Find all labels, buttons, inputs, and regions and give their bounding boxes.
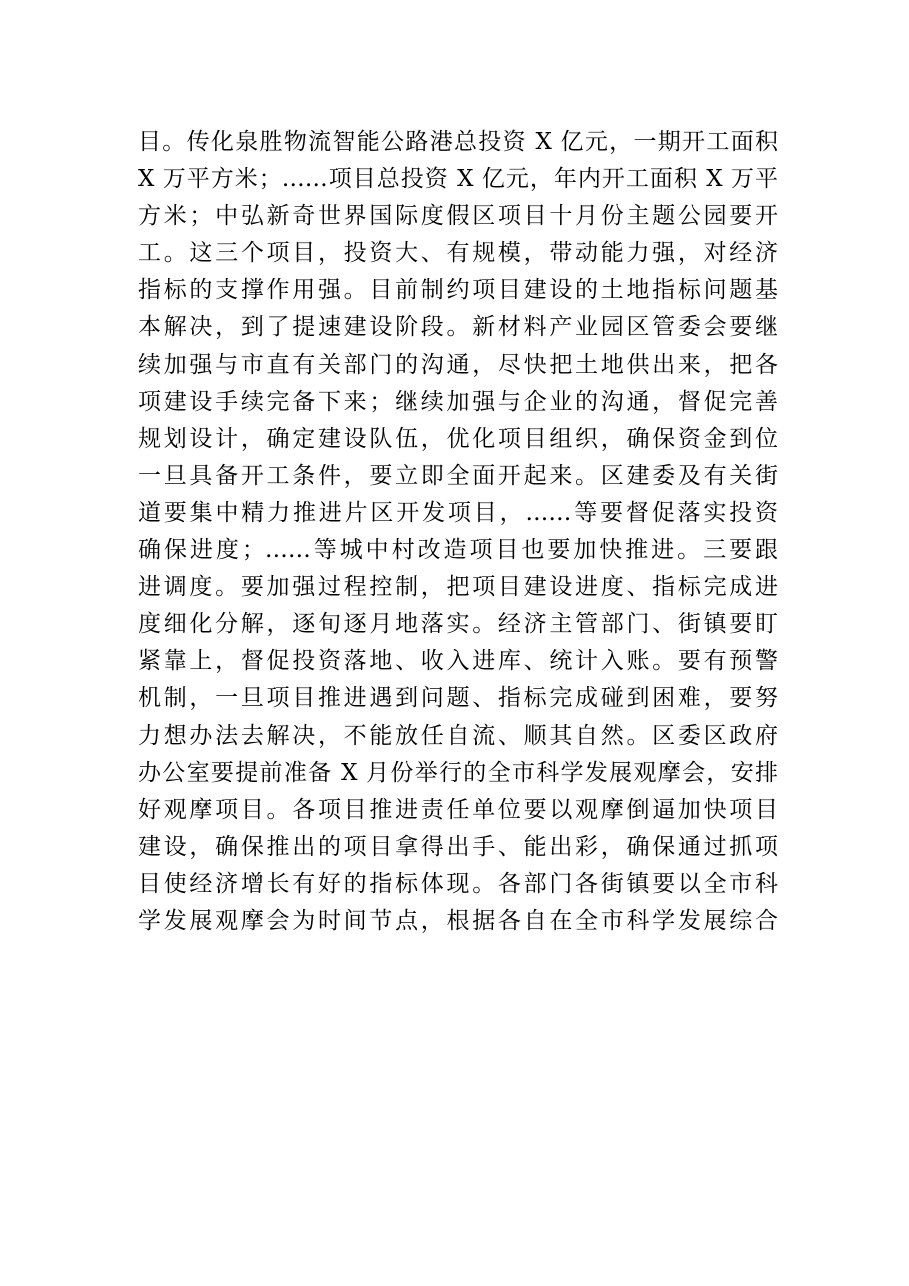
- text-line-8: 项建设手续完备下来；继续加强与企业的沟通，督促完善: [138, 388, 778, 415]
- text-line-15: 紧靠上，督促投资落地、收入进库、统计入账。要有预警: [138, 648, 778, 675]
- text-line-7: 续加强与市直有关部门的沟通，尽快把土地供出来，把各: [138, 351, 778, 378]
- text-line-18: 办公室要提前准备 X 月份举行的全市科学发展观摩会，安排: [138, 759, 778, 786]
- text-line-13: 进调度。要加强过程控制，把项目建设进度、指标完成进: [138, 574, 778, 601]
- text-line-11: 道要集中精力推进片区开发项目，……等要督促落实投资: [138, 499, 778, 526]
- text-line-6: 本解决，到了提速建设阶段。新材料产业园区管委会要继: [138, 314, 778, 341]
- text-line-22: 学发展观摩会为时间节点，根据各自在全市科学发展综合: [138, 907, 778, 934]
- text-line-10: 一旦具备开工条件，要立即全面开起来。区建委及有关街: [138, 462, 778, 489]
- text-line-1: 目。传化泉胜物流智能公路港总投资 X 亿元，一期开工面积: [138, 129, 778, 155]
- text-line-20: 建设，确保推出的项目拿得出手、能出彩，确保通过抓项: [138, 833, 778, 860]
- text-line-12: 确保进度；……等城中村改造项目也要加快推进。三要跟: [138, 537, 778, 564]
- text-line-5: 指标的支撑作用强。目前制约项目建设的土地指标问题基: [138, 277, 778, 304]
- text-line-17: 力想办法去解决，不能放任自流、顺其自然。区委区政府: [138, 722, 778, 749]
- text-line-2: X 万平方米；……项目总投资 X 亿元，年内开工面积 X 万平: [138, 166, 778, 193]
- text-line-16: 机制，一旦项目推进遇到问题、指标完成碰到困难，要努: [138, 685, 778, 712]
- text-line-14: 度细化分解，逐旬逐月地落实。经济主管部门、街镇要盯: [138, 611, 778, 638]
- text-line-4: 工。这三个项目，投资大、有规模，带动能力强，对经济: [138, 240, 778, 267]
- text-line-3: 方米；中弘新奇世界国际度假区项目十月份主题公园要开: [138, 203, 778, 230]
- text-line-9: 规划设计，确定建设队伍，优化项目组织，确保资金到位: [138, 425, 778, 452]
- text-line-21: 目使经济增长有好的指标体现。各部门各街镇要以全市科: [138, 870, 778, 897]
- text-line-19: 好观摩项目。各项目推进责任单位要以观摩倒逼加快项目: [138, 796, 778, 823]
- body-text: [138, 124, 778, 940]
